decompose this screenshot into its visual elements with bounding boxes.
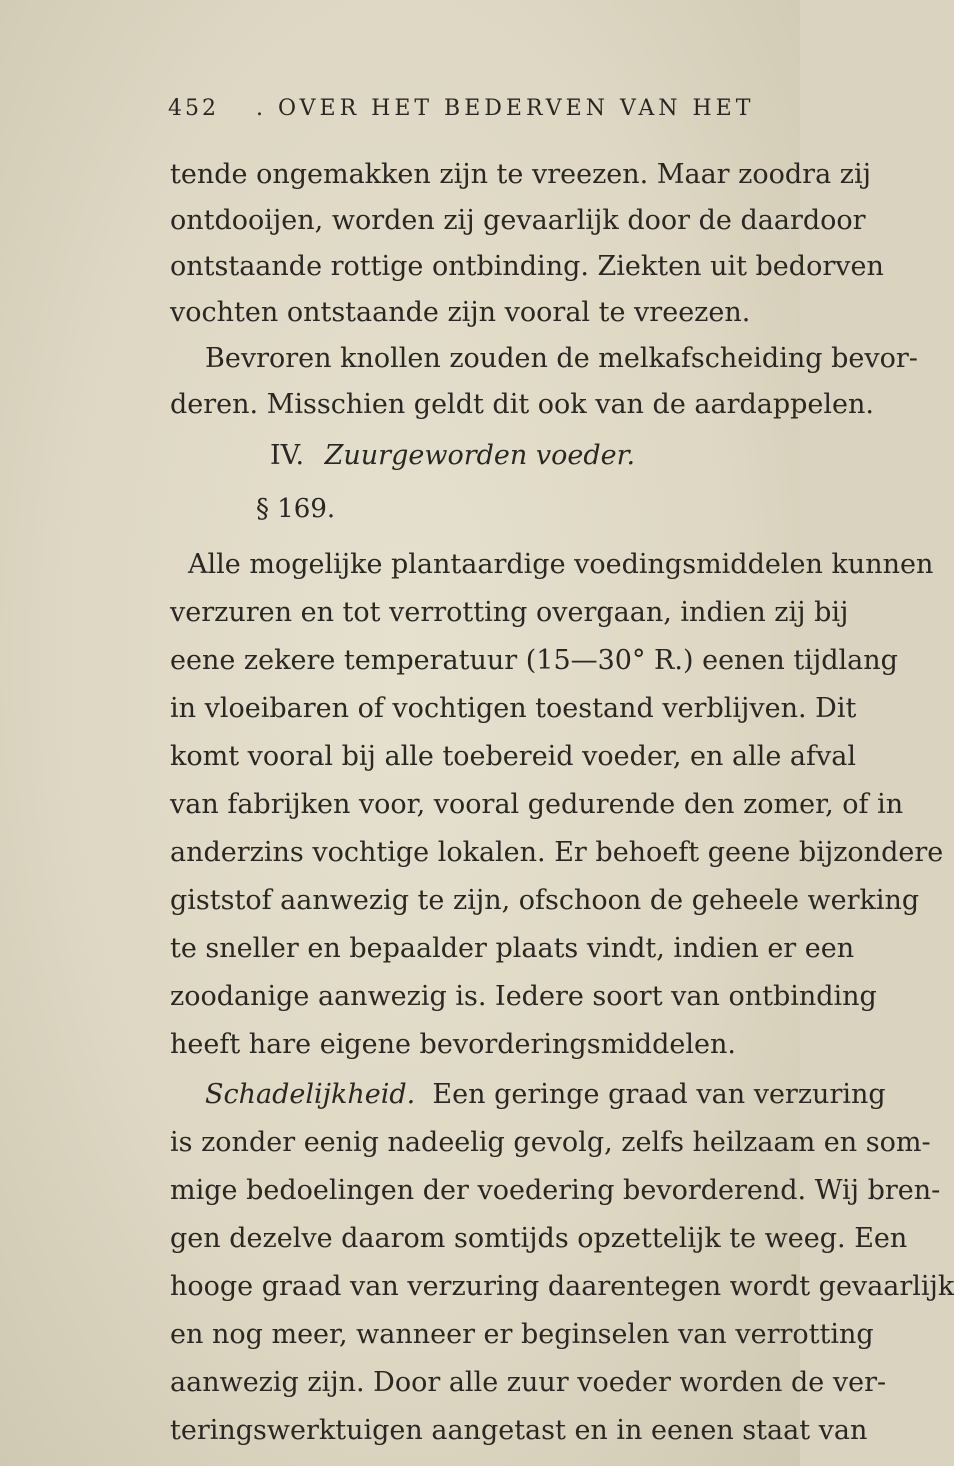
run-in-heading: Schadelijkheid. xyxy=(205,1079,416,1110)
text-line: ontdooijen, worden zij gevaarlijk door de daardoor xyxy=(170,205,866,236)
text-line: Bevroren knollen zouden de melkafscheiding bevor- xyxy=(205,343,918,374)
text-line: komt vooral bij alle toebereid voeder, en alle afval xyxy=(170,741,856,772)
chapter-title: Zuurgeworden voeder. xyxy=(324,440,636,471)
text-line: en nog meer, wanneer er beginselen van verrotting xyxy=(170,1319,874,1350)
text-line: Alle mogelijke plantaardige voedingsmiddelen kunnen xyxy=(188,549,934,580)
text-span: Een geringe graad van verzuring xyxy=(432,1079,886,1110)
text-line: anderzins vochtige lokalen. Er behoeft geene bijzondere xyxy=(170,837,944,868)
text-line: giststof aanwezig te zijn, ofschoon de geheele werking xyxy=(170,885,920,916)
text-line: van fabrijken voor, vooral gedurende den zomer, of in xyxy=(170,789,904,820)
text-line: heeft hare eigene bevorderingsmiddelen. xyxy=(170,1029,736,1060)
text-line: in vloeibaren of vochtigen toestand verblijven. Dit xyxy=(170,693,857,724)
text-line: zoodanige aanwezig is. Iedere soort van ontbinding xyxy=(170,981,877,1012)
section-number: § 169. xyxy=(256,494,336,524)
page-header xyxy=(168,96,768,136)
running-title: . OVER HET BEDERVEN VAN HET xyxy=(256,96,755,121)
text-line: ontstaande rottige ontbinding. Ziekten uit bedorven xyxy=(170,251,884,282)
text-line: is zonder eenig nadeelig gevolg, zelfs heilzaam en som- xyxy=(170,1127,931,1158)
chapter-number: IV. xyxy=(270,440,305,471)
text-line: aanwezig zijn. Door alle zuur voeder worden de ver- xyxy=(170,1367,887,1398)
text-line: tende ongemakken zijn te vreezen. Maar zoodra zij xyxy=(170,159,871,190)
text-line: eene zekere temperatuur (15—30° R.) eenen tijdlang xyxy=(170,645,898,676)
page-number: 452 xyxy=(168,96,219,121)
text-line: mige bedoelingen der voedering bevorderend. Wij bren- xyxy=(170,1175,941,1206)
text-line: verzuren en tot verrotting overgaan, indien zij bij xyxy=(170,597,849,628)
chapter-heading xyxy=(270,440,635,471)
text-line: gen dezelve daarom somtijds opzettelijk te weeg. Een xyxy=(170,1223,908,1254)
text-line: vochten ontstaande zijn vooral te vreezen. xyxy=(170,297,751,328)
text-line: te sneller en bepaalder plaats vindt, indien er een xyxy=(170,933,855,964)
text-line: teringswerktuigen aangetast en in eenen staat van xyxy=(170,1415,868,1446)
text-line: hooge graad van verzuring daarentegen wordt gevaarlijk xyxy=(170,1271,954,1302)
text-line xyxy=(205,1076,886,1114)
text-line: deren. Misschien geldt dit ook van de aardappelen. xyxy=(170,389,874,420)
